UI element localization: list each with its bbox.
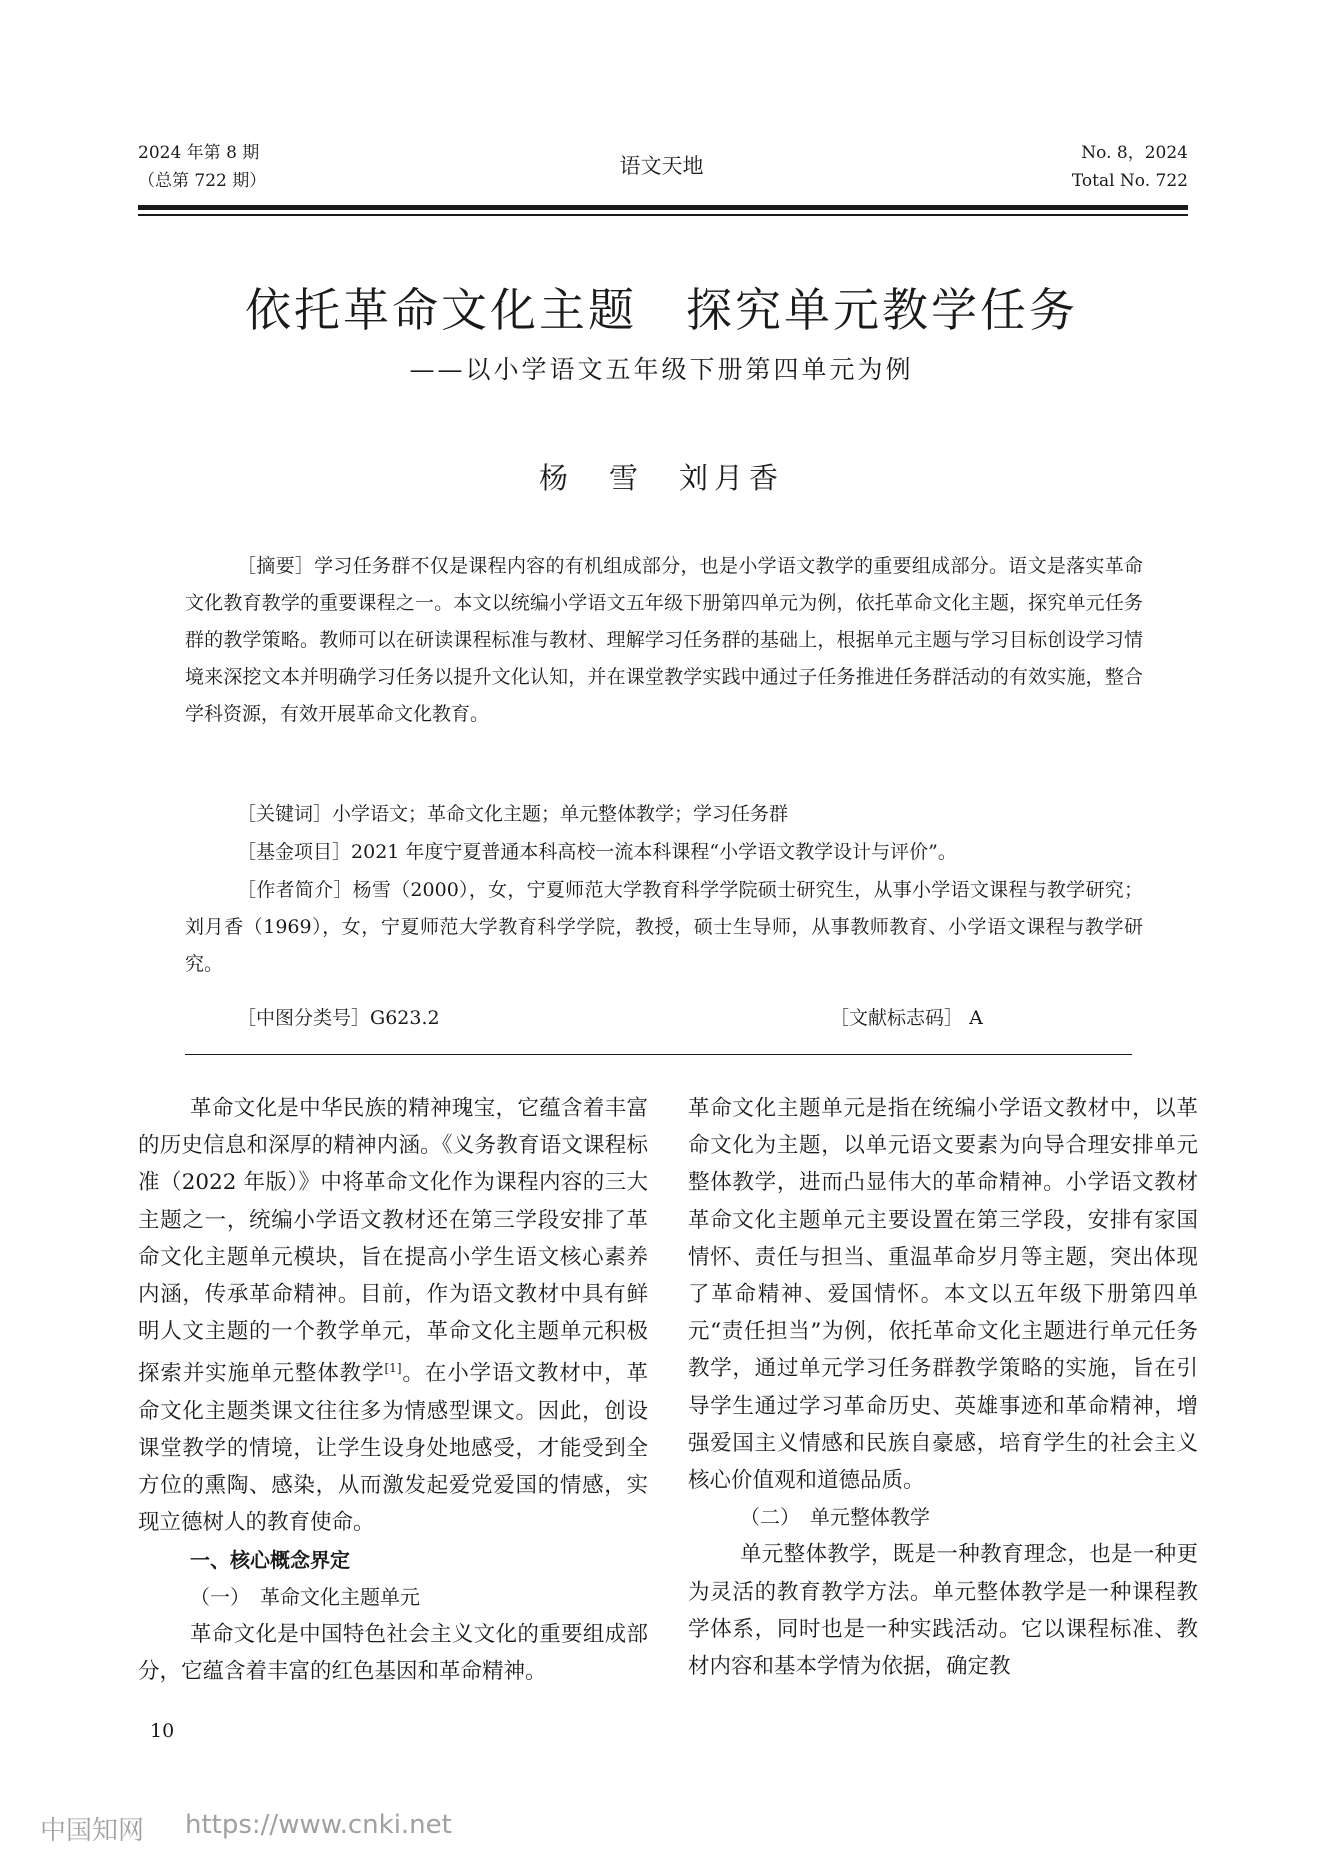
abstract-label: ［摘要］ xyxy=(237,555,315,577)
cnki-brand: 中国知网 xyxy=(40,1816,145,1846)
left-paragraph-1a: 革命文化是中华民族的精神瑰宝，它蕴含着丰富的历史信息和深厚的精神内涵。《义务教育语文课程标准（2022 年版）》中将革命文化作为课程内容的三大主题之一，统编小学语文教材还在第三学段安排了革命文化主题单元模块，旨在提高小学生语文核心素养内涵，传承革命精神。目前，作为语文教材中具有鲜明人文主题的一个教学单元，革命文化主题单元积极探索并实施单元整体教学 xyxy=(138,1096,648,1387)
left-paragraph-1b: 。在小学语文教材中，革命文化主题类课文往往多为情感型课文。因此，创设课堂教学的情境，让学生设身处地感受，才能受到全方位的熏陶、感染，从而激发起爱党爱国的情感，实现立德树人的教育使命。 xyxy=(138,1361,648,1536)
left-paragraph-2: 革命文化是中国特色社会主义文化的重要组成部分，它蕴含着丰富的红色基因和革命精神。 xyxy=(138,1622,648,1685)
article-title: 依托革命文化主题 探究单元教学任务 xyxy=(245,283,1078,337)
header-rule-thick xyxy=(138,205,1188,210)
subsection-heading-1: （一） 革命文化主题单元 xyxy=(190,1584,420,1609)
total-issue-cn: （总第 722 期） xyxy=(138,171,267,191)
keywords xyxy=(185,796,1143,833)
doc-code-value: A xyxy=(969,1007,983,1029)
clc xyxy=(185,1007,440,1029)
doc-code xyxy=(830,1000,983,1037)
keywords-label: ［关键词］ xyxy=(237,803,333,825)
doc-code-label: ［文献标志码］ xyxy=(830,1007,964,1029)
total-issue-en: Total No. 722 xyxy=(1071,171,1188,191)
fund-project xyxy=(185,834,1143,871)
header-rule-thin xyxy=(138,214,1188,216)
right-paragraph-1: 革命文化主题单元是指在统编小学语文教材中，以革命文化为主题，以单元语文要素为向导合理安排单元整体教学，进而凸显伟大的革命精神。小学语文教材革命文化主题单元主要设置在第三学段，安排有家国情怀、责任与担当、重温革命岁月等主题，突出体现了革命精神、爱国情怀。本文以五年级下册第四单元“责任担当”为例，依托革命文化主题进行单元任务教学，通过单元学习任务群教学策略的实施，旨在引导学生通过学习革命历史、英雄事迹和革命精神，增强爱国主义情感和民族自豪感，培育学生的社会主义核心价值观和道德品质。 xyxy=(688,1096,1198,1494)
section-heading-1: 一、核心概念界定 xyxy=(190,1547,350,1572)
author-bio-label: ［作者简介］ xyxy=(237,879,353,901)
journal-name: 语文天地 xyxy=(619,154,704,178)
abstract-separator xyxy=(185,1054,1132,1055)
fund-text: 2021 年度宁夏普通本科高校一流本科课程“小学语文教学设计与评价”。 xyxy=(351,841,957,863)
page-number: 10 xyxy=(150,1720,175,1742)
author-bio-text: 杨雪（2000），女，宁夏师范大学教育科学学院硕士研究生，从事小学语文课程与教学研究；刘月香（1969），女，宁夏师范大学教育科学学院，教授，硕士生导师，从事教师教育、小学语文课程与教学研究。 xyxy=(185,879,1143,975)
abstract-text: 学习任务群不仅是课程内容的有机组成部分，也是小学语文教学的重要组成部分。语文是落实革命文化教育教学的重要课程之一。本文以统编小学语文五年级下册第四单元为例，依托革命文化主题，探究单元任务群的教学策略。教师可以在研读课程标准与教材、理解学习任务群的基础上，根据单元主题与学习目标创设学习情境来深挖文本并明确学习任务以提升文化认知，并在课堂教学实践中通过子任务推进任务群活动的有效实施，整合学科资源，有效开展革命文化教育。 xyxy=(185,555,1143,725)
issue-en: No. 8，2024 xyxy=(1081,143,1188,163)
cnki-url[interactable]: https://www.cnki.net xyxy=(185,1810,452,1840)
citation-1[interactable]: [1] xyxy=(384,1361,402,1376)
clc-value: G623.2 xyxy=(370,1007,440,1029)
article-subtitle: ——以小学语文五年级下册第四单元为例 xyxy=(409,355,914,384)
clc-label: ［中图分类号］ xyxy=(237,1007,371,1029)
subsection-heading-2: （二） 单元整体教学 xyxy=(740,1505,930,1530)
classification-row xyxy=(185,1000,1143,1037)
left-paragraph-1 xyxy=(138,1090,648,1542)
fund-label: ［基金项目］ xyxy=(237,841,352,863)
keywords-text: 小学语文；革命文化主题；单元整体教学；学习任务群 xyxy=(332,803,789,825)
authors: 杨 雪 刘月香 xyxy=(538,461,784,495)
issue-cn: 2024 年第 8 期 xyxy=(138,143,260,163)
abstract xyxy=(185,548,1143,733)
author-bio xyxy=(185,872,1143,983)
left-column xyxy=(138,1090,648,1690)
right-paragraph-2: 单元整体教学，既是一种教育理念，也是一种更为灵活的教育教学方法。单元整体教学是一种课程教学体系，同时也是一种实践活动。它以课程标准、教材内容和基本学情为依据，确定教 xyxy=(688,1542,1198,1680)
right-column xyxy=(688,1090,1198,1685)
